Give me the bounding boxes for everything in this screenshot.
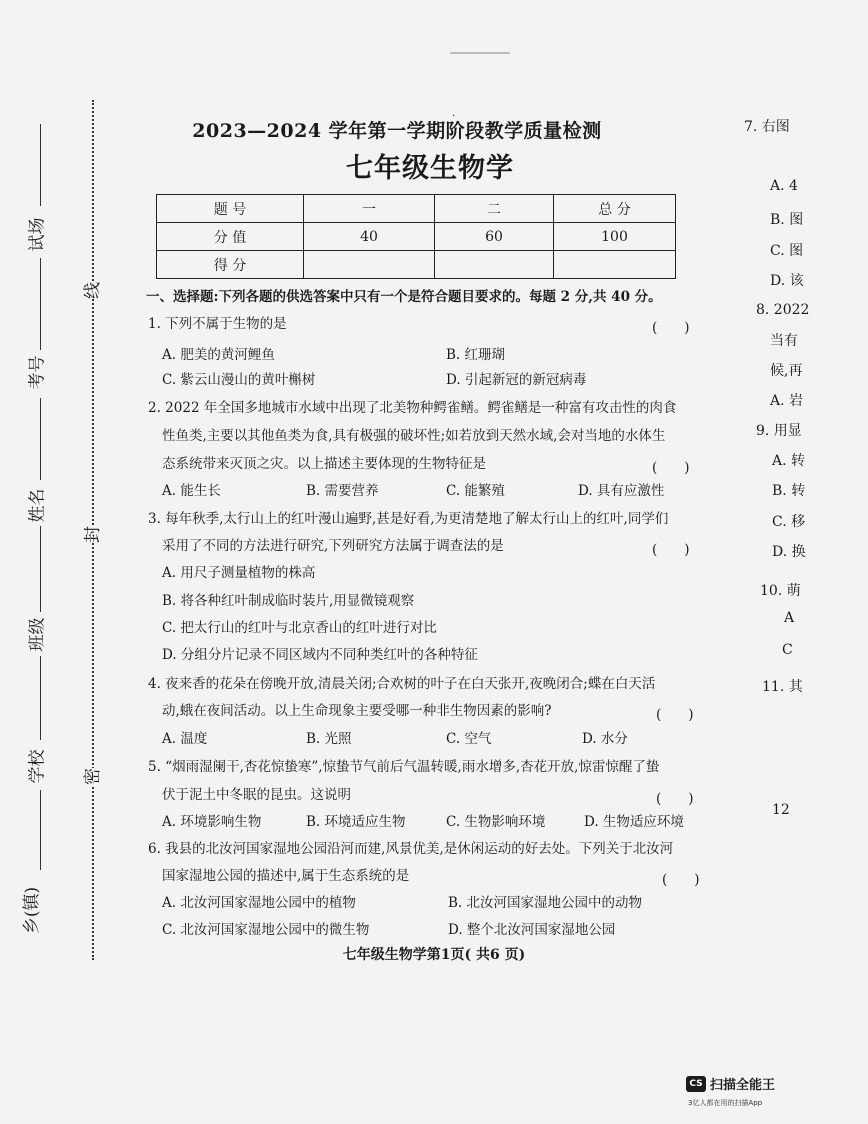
rc-line: C. 图: [770, 243, 804, 259]
rc-line: 10. 萌: [760, 583, 801, 599]
seal-char-seal: 封: [78, 526, 103, 543]
q5-option-d: D. 生物适应环境: [584, 814, 684, 830]
rc-line: A. 4: [770, 178, 798, 194]
q6-answer-paren[interactable]: ( ): [662, 872, 700, 888]
table-row: [157, 195, 676, 223]
q5-option-c: C. 生物影响环境: [446, 814, 546, 830]
table-row: [157, 223, 676, 251]
q4-stem-line2: 动,蛾在夜间活动。以上生命现象主要受哪一种非生物因素的影响?: [162, 703, 552, 719]
q1-option-b: B. 红珊瑚: [446, 347, 506, 363]
score-table: [156, 194, 676, 279]
field-label-name: 姓名: [27, 488, 48, 523]
q3-stem-line2: 采用了不同的方法进行研究,下列研究方法属于调查法的是: [162, 538, 504, 554]
seal-char-line: 线: [78, 282, 103, 299]
q2-stem-line2: 性鱼类,主要以其他鱼类为食,具有极强的破坏性;如若放到天然水域,会对当地的水体生: [162, 428, 666, 444]
q6-option-c: C. 北汝河国家湿地公园中的微生物: [162, 922, 370, 938]
q5-stem-line2: 伏于泥土中冬眠的昆虫。这说明: [162, 787, 351, 803]
rc-line: D. 该: [770, 273, 804, 289]
q2-answer-paren[interactable]: ( ): [652, 460, 690, 476]
table-cell: 题 号: [157, 195, 304, 223]
score-input-cell[interactable]: [554, 251, 676, 279]
rc-line: C. 移: [772, 514, 806, 530]
q5-answer-paren[interactable]: ( ): [656, 791, 694, 807]
rc-line: B. 图: [770, 212, 804, 228]
q2-option-d: D. 具有应激性: [578, 483, 665, 499]
q4-stem-line1: 4. 夜来香的花朵在傍晚开放,清晨关闭;合欢树的叶子在白天张开,夜晚闭合;蝶在白天活: [148, 676, 656, 692]
q4-option-b: B. 光照: [306, 731, 352, 747]
q3-option-d: D. 分组分片记录不同区域内不同种类红叶的各种特征: [162, 647, 478, 663]
scanner-logo-icon: CS: [686, 1076, 706, 1092]
field-label-exam-room: 试场: [27, 217, 48, 252]
q3-option-b: B. 将各种红叶制成临时装片,用显微镜观察: [162, 593, 415, 609]
field-line-school[interactable]: [40, 656, 41, 740]
q3-option-a: A. 用尺子测量植物的株高: [162, 565, 316, 581]
q1-option-a: A. 肥美的黄河鲤鱼: [162, 347, 275, 363]
header-dot: .: [452, 108, 456, 119]
table-cell: 40: [304, 223, 435, 251]
page-footer: 七年级生物学第1页( 共6 页): [342, 947, 526, 963]
score-input-cell[interactable]: [435, 251, 554, 279]
scanner-brand: 扫描全能王: [710, 1078, 776, 1093]
q6-stem-line2: 国家湿地公园的描述中,属于生态系统的是: [162, 868, 410, 884]
table-cell: 100: [554, 223, 676, 251]
q1-answer-paren[interactable]: ( ): [652, 320, 690, 336]
q6-option-b: B. 北汝河国家湿地公园中的动物: [448, 895, 643, 911]
q2-option-a: A. 能生长: [162, 483, 221, 499]
top-edge-mark: [450, 52, 510, 54]
rc-line: 8. 2022: [756, 302, 810, 318]
table-row: [157, 251, 676, 279]
q4-option-a: A. 温度: [162, 731, 208, 747]
rc-line: 候,再: [770, 363, 803, 379]
field-label-class: 班级: [27, 617, 48, 652]
field-label-exam-number: 考号: [27, 355, 48, 390]
q3-answer-paren[interactable]: ( ): [652, 542, 690, 558]
table-cell: 得 分: [157, 251, 304, 279]
q4-answer-paren[interactable]: ( ): [656, 707, 694, 723]
rc-line: A: [784, 610, 795, 626]
q2-option-b: B. 需要营养: [306, 483, 379, 499]
rc-line: A. 岩: [770, 393, 804, 409]
field-line-class[interactable]: [40, 526, 41, 612]
q6-stem-line1: 6. 我县的北汝河国家湿地公园沿河而建,风景优美,是休闲运动的好去处。下列关于北汝河: [148, 841, 674, 857]
exam-subject: 七年级生物学: [346, 153, 514, 184]
section-title: 一、选择题:下列各题的供选答案中只有一个是符合题目要求的。每题 2 分,共 40 分。: [146, 289, 662, 305]
rc-line: D. 换: [772, 544, 806, 560]
rc-line: C: [782, 642, 793, 658]
rc-line: A. 转: [772, 453, 806, 469]
q5-stem-line1: 5. “烟雨湿阑干,杏花惊蛰寒”,惊蛰节气前后气温转暖,雨水增多,杏花开放,惊雷惊醒了蛰: [148, 759, 660, 775]
q5-option-b: B. 环境适应生物: [306, 814, 406, 830]
field-line-exam-room[interactable]: [40, 124, 41, 206]
rc-line: 12: [772, 802, 790, 818]
exam-title: 2023—2024 学年第一学期阶段教学质量检测: [192, 120, 602, 142]
field-line-name[interactable]: [40, 398, 41, 480]
rc-line: 11. 其: [762, 679, 803, 695]
q2-option-c: C. 能繁殖: [446, 483, 505, 499]
table-cell: 60: [435, 223, 554, 251]
q2-stem-line1: 2. 2022 年全国多地城市水域中出现了北美物种鳄雀鳝。鳄雀鳝是一种富有攻击性的肉食: [148, 400, 677, 416]
table-cell: 总 分: [554, 195, 676, 223]
q1-option-d: D. 引起新冠的新冠病毒: [446, 372, 587, 388]
scanner-tagline: 3亿人都在用的扫描App: [688, 1099, 763, 1107]
q5-option-a: A. 环境影响生物: [162, 814, 262, 830]
q4-option-c: C. 空气: [446, 731, 492, 747]
q3-option-c: C. 把太行山的红叶与北京香山的红叶进行对比: [162, 620, 437, 636]
rc-line: 7. 右图: [744, 119, 790, 135]
q4-option-d: D. 水分: [582, 731, 628, 747]
field-line-exam-number[interactable]: [40, 258, 41, 350]
q2-stem-line3: 态系统带来灭顶之灾。以上描述主要体现的生物特征是: [162, 456, 486, 472]
rc-line: 9. 用显: [756, 423, 802, 439]
rc-line: 当有: [770, 333, 798, 349]
q6-option-d: D. 整个北汝河国家湿地公园: [448, 922, 616, 938]
field-label-school: 学校: [27, 749, 48, 784]
q1-stem: 1. 下列不属于生物的是: [148, 316, 287, 332]
score-input-cell[interactable]: [304, 251, 435, 279]
field-line-township[interactable]: [40, 790, 41, 870]
table-cell: 二: [435, 195, 554, 223]
seal-char-secret: 密: [78, 768, 103, 785]
field-label-township: 乡(镇): [22, 886, 43, 935]
rc-line: B. 转: [772, 483, 806, 499]
table-cell: 分 值: [157, 223, 304, 251]
q3-stem-line1: 3. 每年秋季,太行山上的红叶漫山遍野,甚是好看,为更清楚地了解太行山上的红叶,同学们: [148, 511, 669, 527]
table-cell: 一: [304, 195, 435, 223]
q1-option-c: C. 紫云山漫山的黄叶槲树: [162, 372, 316, 388]
q6-option-a: A. 北汝河国家湿地公园中的植物: [162, 895, 356, 911]
